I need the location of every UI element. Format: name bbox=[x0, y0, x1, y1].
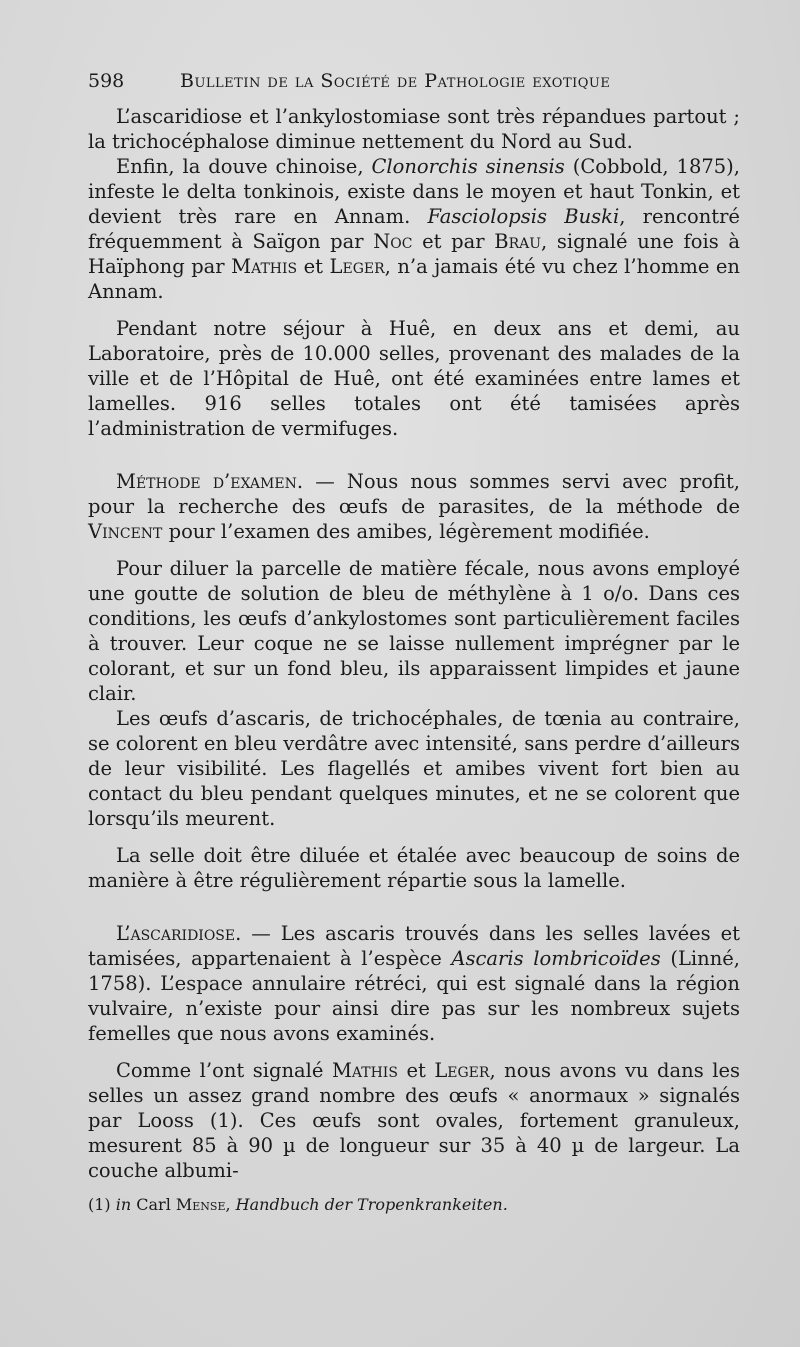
footnote-title: Handbuch der Tropenkrankeiten. bbox=[235, 1195, 508, 1214]
paragraph-sejour: Pendant notre séjour à Huê, en deux ans et demi, au Laboratoire, près de 10.000 selles, provenant des malades de la ville et de l’Hôpital de Huê, ont été examinées entre lames et lamelles. 916 selles totales ont été tamisées après l’administration de vermifuges. bbox=[88, 317, 740, 440]
species-ascaris: Ascaris lombricoïdes bbox=[451, 947, 661, 970]
paragraph-selle: La selle doit être diluée et étalée avec beaucoup de soins de manière à être régulièrement répartie sous la lamelle. bbox=[88, 844, 740, 892]
paragraph-distribution: L’ascaridiose et l’ankylostomiase sont très répandues partout ; la trichocéphalose diminue nettement du Nord au Sud. bbox=[88, 105, 740, 153]
paragraph-methode: Méthode d’examen. — Nous nous sommes servi avec profit, pour la recherche des œufs de parasites, de la méthode de Vincent pour l’examen des amibes, légèrement modifiée. bbox=[88, 470, 740, 543]
section-heading-ascaridiose: L’ascaridiose. bbox=[116, 922, 242, 945]
author-name: Mense bbox=[175, 1195, 226, 1214]
author-name: Mathis bbox=[231, 255, 298, 278]
author-name: Leger bbox=[329, 255, 385, 278]
author-name: Noc bbox=[373, 230, 413, 253]
paragraph-douve: Enfin, la douve chinoise, Clonorchis sinensis (Cobbold, 1875), infeste le delta tonkinois, existe dans le moyen et haut Tonkin, et devient très rare en Annam. Fasciolopsis Buski, rencontré fréquemment à Saïgon par Noc et par Brau, signalé une fois à Haïphong par Mathis et Leger, n’a jamais été vu chez l’homme en Annam. bbox=[88, 155, 740, 303]
paragraph-oeufs: Les œufs d’ascaris, de trichocéphales, de tœnia au contraire, se colorent en bleu verdâtre avec intensité, sans perdre d’ailleurs de leur visibilité. Les flagellés et amibes vivent fort bien au contact du bleu pendant quelques minutes, et ne se colorent que lorsqu’ils meurent. bbox=[88, 707, 740, 830]
author-name: Brau bbox=[494, 230, 542, 253]
paragraph-ascaridiose: L’ascaridiose. — Les ascaris trouvés dans les selles lavées et tamisées, appartenaient à l’espèce Ascaris lombricoïdes (Linné, 1758). L’espace annulaire rétréci, qui est signalé dans la région vulvaire, n’existe pour ainsi dire pas sur les nombreux sujets femelles que nous avons examinés. bbox=[88, 922, 740, 1045]
author-name: Leger bbox=[434, 1059, 490, 1082]
author-name: Mathis bbox=[331, 1059, 398, 1082]
species-fasciolopsis: Fasciolopsis Buski bbox=[427, 205, 620, 228]
body-text bbox=[88, 104, 740, 1183]
author-name: Vincent bbox=[88, 520, 163, 543]
document-page bbox=[88, 70, 740, 1215]
footnote: (1) in Carl Mense, Handbuch der Tropenkrankeiten. bbox=[88, 1195, 508, 1214]
page-header bbox=[88, 70, 740, 104]
section-heading-methode: Méthode d’examen. bbox=[116, 470, 304, 493]
page-number: 598 bbox=[88, 70, 125, 92]
species-clonorchis: Clonorchis sinensis bbox=[371, 155, 565, 178]
paragraph-anormaux: Comme l’ont signalé Mathis et Leger, nous avons vu dans les selles un assez grand nombre des œufs « anormaux » signalés par Looss (1). Ces œufs sont ovales, fortement granuleux, mesurent 85 à 90 µ de longueur sur 35 à 40 µ de largeur. La couche albumi- bbox=[88, 1059, 740, 1182]
paragraph-diluer: Pour diluer la parcelle de matière fécale, nous avons employé une goutte de solution de bleu de méthylène à 1 o/o. Dans ces conditions, les œufs d’ankylostomes sont particulièrement faciles à trouver. Leur coque ne se laisse nullement imprégner par le colorant, et sur un fond bleu, ils apparaissent limpides et jaune clair. bbox=[88, 557, 740, 705]
running-title: Bulletin de la Société de Pathologie exotique bbox=[180, 70, 611, 92]
